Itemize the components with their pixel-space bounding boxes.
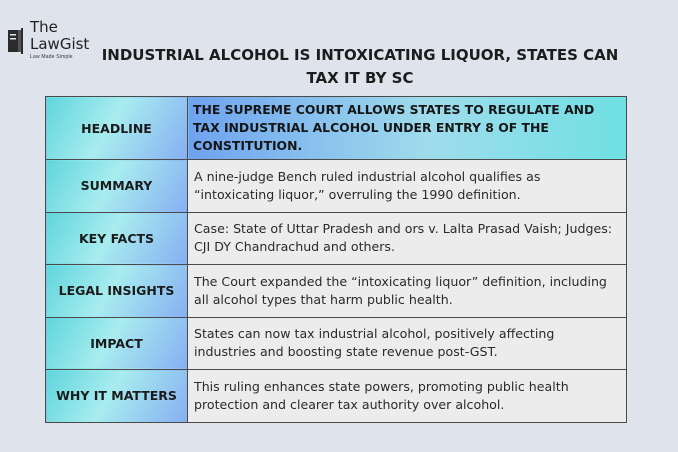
row-label: SUMMARY — [46, 160, 188, 213]
row-label: IMPACT — [46, 317, 188, 370]
row-label: HEADLINE — [46, 97, 188, 160]
page-title-line1: INDUSTRIAL ALCOHOL IS INTOXICATING LIQUOR, STATES CAN — [101, 46, 619, 64]
row-content: A nine-judge Bench ruled industrial alcohol qualifies as “intoxicating liquor,” overruling the 1990 definition. — [188, 160, 627, 213]
table-row-impact — [46, 317, 627, 370]
row-content: Case: State of Uttar Pradesh and ors v. Lalta Prasad Vaish; Judges: CJI DY Chandrachud and others. — [188, 212, 627, 265]
brand-name-line1: The — [30, 18, 58, 36]
table-row-headline — [46, 97, 627, 160]
row-label: WHY IT MATTERS — [46, 370, 188, 423]
table-row-legal-insights — [46, 265, 627, 318]
table-row-why-it-matters — [46, 370, 627, 423]
brand-name-line2: LawGist — [30, 35, 90, 53]
row-content: States can now tax industrial alcohol, positively affecting industries and boosting state revenue post-GST. — [188, 317, 627, 370]
summary-table — [45, 96, 627, 423]
row-content: THE SUPREME COURT ALLOWS STATES TO REGULATE AND TAX INDUSTRIAL ALCOHOL UNDER ENTRY 8 OF THE CONSTITUTION. — [188, 97, 627, 160]
row-content: This ruling enhances state powers, promoting public health protection and clearer tax authority over alcohol. — [188, 370, 627, 423]
page-title — [90, 44, 630, 90]
book-gavel-icon — [6, 26, 26, 56]
page-title-line2: TAX IT BY SC — [306, 69, 414, 87]
brand-tagline: Law Made Simple — [30, 54, 73, 60]
table-row-key-facts — [46, 212, 627, 265]
row-label: KEY FACTS — [46, 212, 188, 265]
row-label: LEGAL INSIGHTS — [46, 265, 188, 318]
row-content: The Court expanded the “intoxicating liquor” definition, including all alcohol types that harm public health. — [188, 265, 627, 318]
table-row-summary — [46, 160, 627, 213]
brand-logo — [6, 20, 89, 60]
